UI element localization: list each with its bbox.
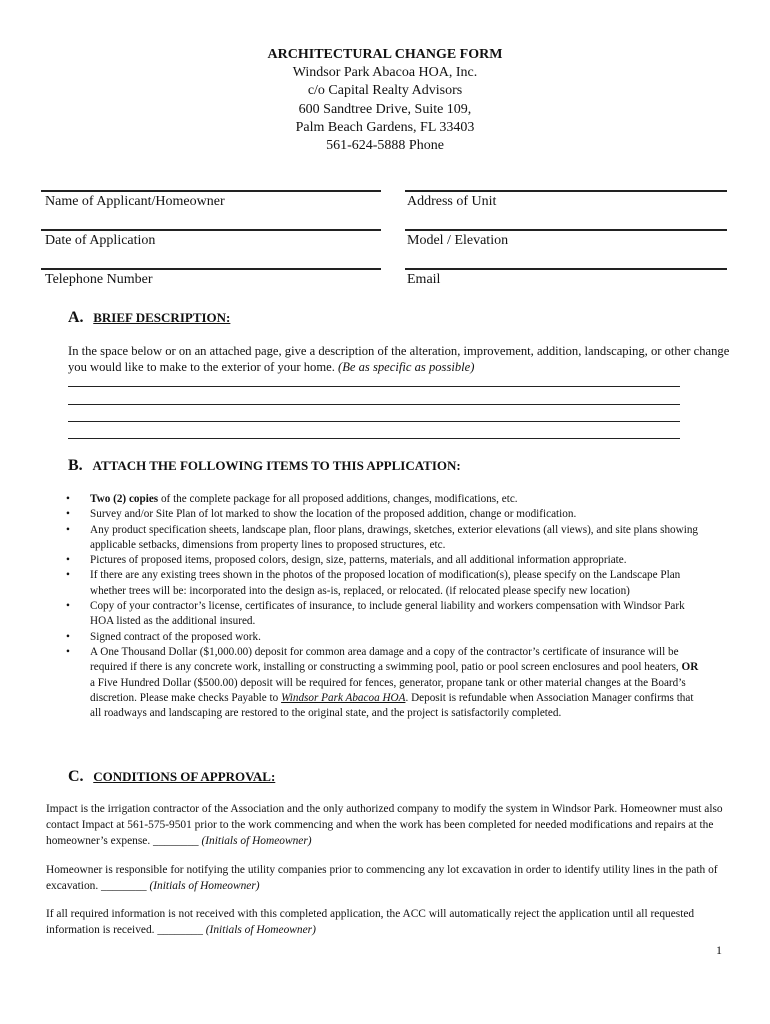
hoa-name: Windsor Park Abacoa HOA, Inc. xyxy=(292,65,478,81)
bullet-icon: • xyxy=(66,645,70,658)
section-b-letter: B. xyxy=(68,457,83,474)
item-text: a Five Hundred Dollar ($500.00) deposit will be required for fences, generator, propane tank or other material changes at the Board’s discretion. Please make checks Payable to xyxy=(90,676,686,704)
bullet-icon: • xyxy=(66,554,70,567)
city-state-zip: Palm Beach Gardens, FL 33403 xyxy=(295,119,475,135)
list-item xyxy=(62,523,702,554)
email-label: Email xyxy=(407,272,441,287)
applicant-name-label: Name of Applicant/Homeowner xyxy=(45,194,225,209)
description-line-1[interactable] xyxy=(68,386,680,387)
bullet-icon: • xyxy=(66,630,70,643)
item-emphasis: OR xyxy=(681,661,699,674)
list-item xyxy=(62,645,702,721)
required-items-list xyxy=(62,492,702,721)
condition-text: Homeowner is responsible for notifying the utility companies prior to commencing any lot excavation in order to identify utility lines in the path of excavation. ________ xyxy=(46,864,718,892)
description-line-2[interactable] xyxy=(68,404,680,405)
condition-text: If all required information is not received with this completed application, the ACC will automatically reject the application until all requested information is received. ________ xyxy=(46,908,695,936)
application-date-line[interactable] xyxy=(41,229,381,231)
telephone-label: Telephone Number xyxy=(45,272,153,287)
list-item xyxy=(62,507,702,522)
list-item xyxy=(62,553,702,568)
care-of-line: c/o Capital Realty Advisors xyxy=(307,83,463,99)
condition-completeness xyxy=(46,906,736,938)
telephone-line[interactable] xyxy=(41,268,381,270)
initials-note: (Initials of Homeowner) xyxy=(205,924,316,936)
section-a-title: BRIEF DESCRIPTION: xyxy=(93,310,231,325)
item-text: Survey and/or Site Plan of lot marked to show the location of the proposed addition, change or modification. xyxy=(90,508,577,521)
item-text: Pictures of proposed items, proposed colors, design, size, patterns, materials, and all additional information appropriate. xyxy=(90,554,627,567)
section-b-title: ATTACH THE FOLLOWING ITEMS TO THIS APPLICATION: xyxy=(92,458,461,473)
initials-note: (Initials of Homeowner) xyxy=(149,880,260,892)
condition-utilities xyxy=(46,862,736,894)
applicant-fields xyxy=(41,190,727,307)
bullet-icon: • xyxy=(66,600,70,613)
item-text: . Deposit is refundable when Association Manager confirms that all roadways and landscaping are restored to the original state, and the project is satisfactorily completed. xyxy=(90,691,694,720)
description-line-3[interactable] xyxy=(68,421,680,422)
item-text: of the complete package for all proposed additions, changes, modifications, etc. xyxy=(158,493,518,505)
page-number: 1 xyxy=(716,943,722,957)
street-address: 600 Sandtree Drive, Suite 109, xyxy=(298,101,472,117)
field-row-2 xyxy=(41,229,727,268)
description-line-4[interactable] xyxy=(68,438,680,439)
phone-number: 561-624-5888 Phone xyxy=(326,138,444,154)
list-item xyxy=(62,630,702,645)
section-a-text: In the space below or on an attached page, give a description of the alteration, improvement, addition, landscaping, or other change you would like to make to the exterior of your home. xyxy=(68,344,730,374)
item-text: If there are any existing trees shown in the photos of the proposed location of modification(s), please specify on the Landscape Plan whether trees will be: incorporated into the design as-is, replaced, or relocated. (if relocated please specify new location) xyxy=(90,569,681,597)
bullet-icon: • xyxy=(66,493,70,505)
list-item xyxy=(62,568,702,599)
section-a-letter: A. xyxy=(68,309,84,326)
list-item xyxy=(62,492,702,507)
model-elevation-line[interactable] xyxy=(405,229,727,231)
unit-address-line[interactable] xyxy=(405,190,727,192)
field-row-3 xyxy=(41,268,727,307)
list-item xyxy=(62,599,702,630)
applicant-name-line[interactable] xyxy=(41,190,381,192)
item-text: A One Thousand Dollar ($1,000.00) deposit for common area damage and a copy of the contractor’s certificate of insurance will be required if there is any concrete work, installing or constructing a swimming pool, patio or pool screen enclosures and pool heaters, xyxy=(90,645,682,674)
application-date-label: Date of Application xyxy=(45,233,156,248)
section-c-heading xyxy=(68,768,275,786)
unit-address-label: Address of Unit xyxy=(407,194,497,209)
field-row-1 xyxy=(41,190,727,229)
bullet-icon: • xyxy=(66,569,70,582)
model-elevation-label: Model / Elevation xyxy=(407,233,509,248)
item-text: Any product specification sheets, landscape plan, floor plans, drawings, sketches, exterior elevations (all views), and site plans showing applicable setbacks, dimensions from property lines to proposed structures, etc. xyxy=(90,523,699,551)
item-emphasis: Two (2) copies xyxy=(90,493,159,505)
condition-text: Impact is the irrigation contractor of the Association and the only authorized company to modify the system in Windsor Park. Homeowner must also contact Impact at 561-575-9501 prior to the work commencing and when the work has been completed for needed modifications and repairs at the homeowner’s expense. ________ xyxy=(46,803,723,847)
condition-irrigation xyxy=(46,801,736,849)
section-b-heading xyxy=(68,457,461,475)
bullet-icon: • xyxy=(66,508,70,521)
item-text: Copy of your contractor’s license, certificates of insurance, to include general liability and workers compensation with Windsor Park HOA listed as the additional insured. xyxy=(90,600,685,628)
payee-name: Windsor Park Abacoa HOA xyxy=(281,691,406,704)
item-text: Signed contract of the proposed work. xyxy=(90,630,261,643)
section-c-title: CONDITIONS OF APPROVAL: xyxy=(93,769,276,784)
section-a-hint: (Be as specific as possible) xyxy=(338,360,475,374)
section-a-heading xyxy=(68,309,230,327)
section-a-instructions xyxy=(68,343,733,375)
bullet-icon: • xyxy=(66,523,70,536)
initials-note: (Initials of Homeowner) xyxy=(201,835,312,847)
section-c-letter: C. xyxy=(68,768,84,785)
form-title: ARCHITECTURAL CHANGE FORM xyxy=(267,47,503,62)
form-header xyxy=(0,46,770,155)
email-line[interactable] xyxy=(405,268,727,270)
